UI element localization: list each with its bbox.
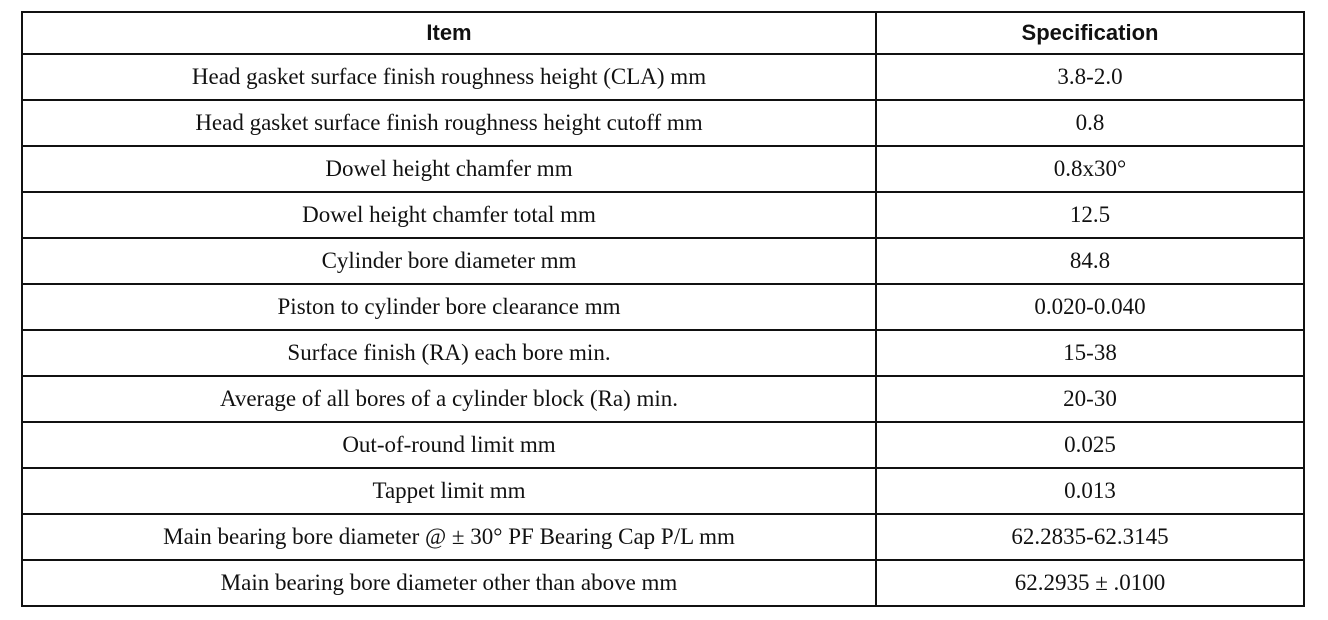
item-cell: Dowel height chamfer mm [22, 146, 876, 192]
item-cell: Head gasket surface finish roughness height cutoff mm [22, 100, 876, 146]
item-cell: Main bearing bore diameter @ ± 30° PF Bearing Cap P/L mm [22, 514, 876, 560]
table-row [22, 468, 1304, 514]
item-cell: Cylinder bore diameter mm [22, 238, 876, 284]
table-row [22, 376, 1304, 422]
item-cell: Average of all bores of a cylinder block (Ra) min. [22, 376, 876, 422]
specification-cell: 0.020-0.040 [876, 284, 1304, 330]
column-header-item: Item [22, 12, 876, 54]
specification-cell: 0.8 [876, 100, 1304, 146]
table-row [22, 192, 1304, 238]
specification-cell: 3.8-2.0 [876, 54, 1304, 100]
table-row [22, 54, 1304, 100]
specification-cell: 15-38 [876, 330, 1304, 376]
specification-cell: 0.013 [876, 468, 1304, 514]
specification-cell: 0.8x30° [876, 146, 1304, 192]
table-row [22, 422, 1304, 468]
specification-cell: 84.8 [876, 238, 1304, 284]
table-row [22, 284, 1304, 330]
column-header-specification: Specification [876, 12, 1304, 54]
specification-cell: 0.025 [876, 422, 1304, 468]
table-row [22, 100, 1304, 146]
table-row [22, 514, 1304, 560]
table-row [22, 146, 1304, 192]
item-cell: Out-of-round limit mm [22, 422, 876, 468]
table-row [22, 560, 1304, 606]
specification-cell: 62.2935 ± .0100 [876, 560, 1304, 606]
specification-cell: 20-30 [876, 376, 1304, 422]
specification-cell: 62.2835-62.3145 [876, 514, 1304, 560]
item-cell: Piston to cylinder bore clearance mm [22, 284, 876, 330]
table-row [22, 238, 1304, 284]
item-cell: Surface finish (RA) each bore min. [22, 330, 876, 376]
item-cell: Head gasket surface finish roughness height (CLA) mm [22, 54, 876, 100]
specification-table [21, 11, 1305, 607]
item-cell: Main bearing bore diameter other than above mm [22, 560, 876, 606]
item-cell: Dowel height chamfer total mm [22, 192, 876, 238]
table-row [22, 330, 1304, 376]
table-header-row [22, 12, 1304, 54]
item-cell: Tappet limit mm [22, 468, 876, 514]
specification-cell: 12.5 [876, 192, 1304, 238]
